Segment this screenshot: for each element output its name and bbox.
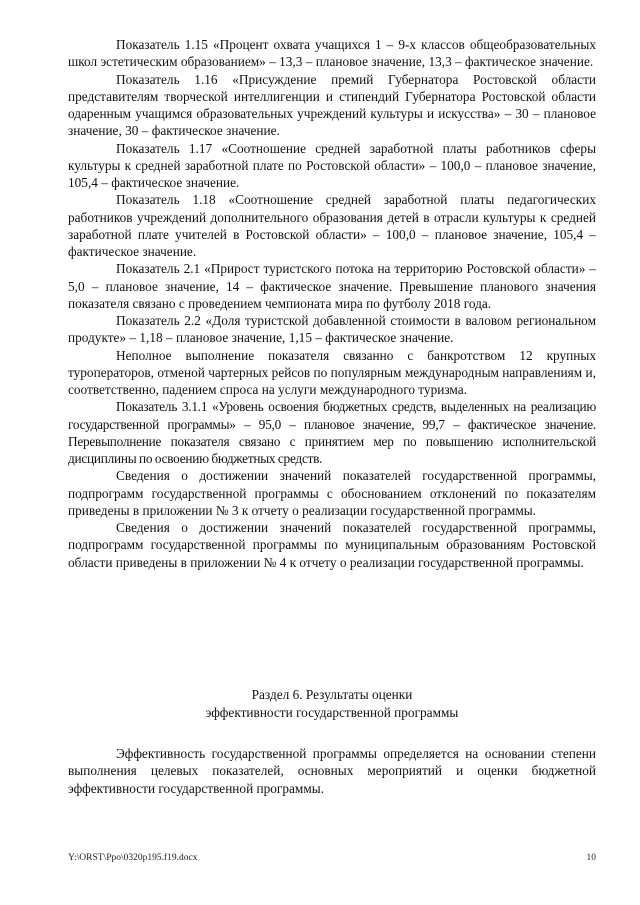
footer-file-path: Y:\ORST\Ppo\0320p195.f19.docx: [68, 853, 198, 863]
body-text: [68, 36, 596, 571]
paragraph-indicator-2-1: Показатель 2.1 «Прирост туристского потока на территорию Ростовской области» – 5,0 – плановое значение, 14 – фактическое значение. Превышение планового значения показателя связано с проведением чемпионата мира по футболу 2018 года.: [68, 261, 596, 311]
paragraph-appendix-4: Сведения о достижении значений показателей государственной программы, подпрограмм государственной программы по муниципальным образованиям Ростовской области приведены в приложении № 4 к отчету о реализации государственной программы.: [68, 520, 596, 570]
paragraph-indicator-1-18: Показатель 1.18 «Соотношение средней заработной платы педагогических работников учреждений дополнительного образования детей в отрасли культуры к средней заработной плате учителей в Ростовской области» – 100,0 – плановое значение, 105,4 – фактическое значение.: [68, 192, 596, 259]
paragraph-indicator-1-16: Показатель 1.16 «Присуждение премий Губернатора Ростовской области представителям творческой интеллигенции и стипендий Губернатора Ростовской области одаренным учащимся образовательных учреждений культуры и искусства» – 30 – плановое значение, 30 – фактическое значение.: [68, 71, 596, 139]
section-body: [68, 745, 596, 797]
paragraph-underperformance-note: Неполное выполнение показателя связанно с банкротством 12 крупных туроператоров, отменой чартерных рейсов по популярным международным направлениям и, соответственно, падением спроса на услуги международного туризма.: [68, 347, 596, 397]
page-number: 10: [586, 853, 596, 863]
paragraph-indicator-1-17: Показатель 1.17 «Соотношение средней заработной платы работников сферы культуры к средней заработной плате по Ростовской области» – 100,0 – плановое значение, 105,4 – фактическое значение.: [68, 140, 596, 190]
section-title-line-2: эффективности государственной программы: [205, 704, 459, 720]
section-heading: [68, 686, 596, 721]
paragraph-appendix-3: Сведения о достижении значений показателей государственной программы, подпрограмм государственной программы с обоснованием отклонений по показателям приведены в приложении № 3 к отчету о реализации государственной программы.: [68, 468, 596, 518]
paragraph-indicator-2-2: Показатель 2.2 «Доля туристской добавленной стоимости в валовом региональном продукте» – 1,18 – плановое значение, 1,15 – фактическое значение.: [68, 313, 596, 346]
paragraph-indicator-1-15: Показатель 1.15 «Процент охвата учащихся 1 – 9-х классов общеобразовательных школ эстетическим образованием» – 13,3 – плановое значение, 13,3 – фактическое значение.: [68, 37, 596, 70]
paragraph-indicator-3-1-1: Показатель 3.1.1 «Уровень освоения бюджетных средств, выделенных на реализацию государственной программы» – 95,0 – плановое значение, 99,7 – фактическое значение. Перевыполнение показателя связано с принятием мер по повышению исполнительской дисциплины по освоению бюджетных средств.: [68, 399, 596, 466]
section-title-line-1: Раздел 6. Результаты оценки: [251, 687, 413, 702]
paragraph-efficiency: Эффективность государственной программы определяется на основании степени выполнения целевых показателей, основных мероприятий и оценки бюджетной эффективности государственной программы.: [68, 746, 596, 796]
